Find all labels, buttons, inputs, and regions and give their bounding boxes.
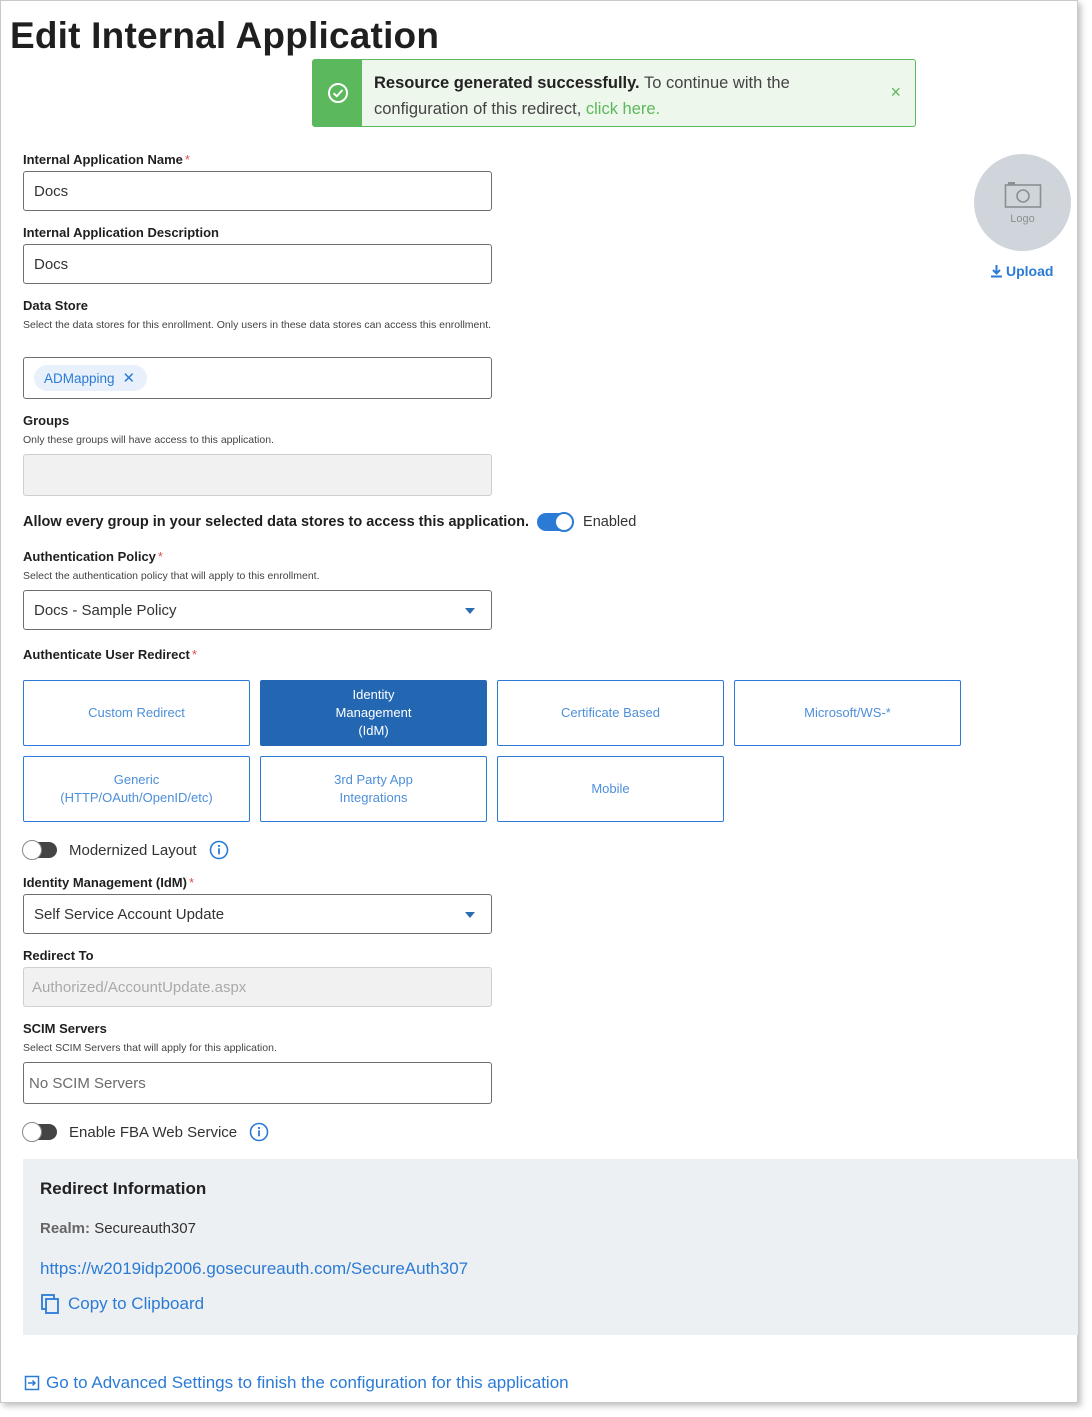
chevron-down-icon: [465, 608, 475, 614]
scim-help: Select SCIM Servers that will apply for this application.: [23, 1042, 277, 1054]
toast-click-here-link[interactable]: click here.: [585, 100, 661, 118]
groups-label: Groups: [23, 413, 70, 428]
copy-label: Copy to Clipboard: [68, 1294, 205, 1313]
upload-label: Upload: [1006, 263, 1054, 279]
toast-body: To continue with the configuration of this redirect,: [374, 74, 790, 118]
fba-row: [23, 1122, 269, 1142]
redirect-option-custom[interactable]: Custom Redirect: [23, 680, 250, 746]
scim-label: SCIM Servers: [23, 1021, 107, 1036]
info-icon[interactable]: [209, 840, 229, 860]
modernized-layout-label: Modernized Layout: [69, 841, 197, 859]
redirect-option-certificate[interactable]: Certificate Based: [497, 680, 724, 746]
data-store-select[interactable]: [23, 357, 492, 399]
app-name-label: Internal Application Name *: [23, 152, 190, 167]
external-arrow-icon: [24, 1375, 40, 1391]
copy-icon: [40, 1293, 62, 1315]
allow-all-label: Allow every group in your selected data stores to access this application.: [23, 514, 530, 530]
redirect-info-panel: [23, 1159, 1078, 1335]
allow-all-state: Enabled: [583, 514, 637, 530]
app-name-input[interactable]: Docs: [23, 171, 492, 211]
chevron-down-icon: [465, 912, 475, 918]
camera-icon: [1004, 181, 1042, 209]
data-store-chip: ADMapping ✕: [34, 365, 147, 391]
scim-input[interactable]: No SCIM Servers: [23, 1062, 492, 1104]
toast-message: [362, 60, 862, 126]
logo-label: Logo: [1010, 212, 1035, 225]
redirect-option-3rd-party[interactable]: 3rd Party App Integrations: [260, 756, 487, 822]
auth-policy-select[interactable]: Docs - Sample Policy: [23, 590, 492, 630]
fba-toggle[interactable]: [23, 1124, 57, 1140]
success-toast: [312, 59, 916, 127]
redirect-option-idm[interactable]: Identity Management (IdM): [260, 680, 487, 746]
modernized-layout-row: [23, 840, 229, 860]
allow-all-toggle[interactable]: [537, 513, 573, 531]
fba-label: Enable FBA Web Service: [69, 1123, 238, 1141]
redirect-label: Authenticate User Redirect *: [23, 647, 197, 662]
upload-button[interactable]: [990, 263, 1053, 279]
check-circle-icon: [327, 82, 349, 104]
info-icon[interactable]: [249, 1122, 269, 1142]
redirect-option-mobile[interactable]: Mobile: [497, 756, 724, 822]
close-icon[interactable]: ×: [890, 82, 901, 102]
advanced-settings-link[interactable]: [24, 1373, 569, 1393]
realm-text: Realm: Secureauth307: [40, 1220, 196, 1237]
redirect-option-generic[interactable]: Generic (HTTP/OAuth/OpenID/etc): [23, 756, 250, 822]
data-store-help: Select the data stores for this enrollment. Only users in these data stores can access this enrollment.: [23, 319, 492, 331]
page-title: Edit Internal Application: [10, 15, 440, 56]
logo-placeholder[interactable]: [974, 154, 1071, 251]
redirect-to-input: Authorized/AccountUpdate.aspx: [23, 967, 492, 1007]
allow-all-row: [23, 513, 636, 531]
groups-help: Only these groups will have access to this application.: [23, 434, 274, 446]
success-icon-box: [313, 60, 362, 126]
data-store-label: Data Store: [23, 298, 89, 313]
redirect-url-link[interactable]: https://w2019idp2006.gosecureauth.com/SecureAuth307: [40, 1259, 469, 1278]
groups-input[interactable]: [23, 454, 492, 496]
redirect-info-title: Redirect Information: [40, 1179, 207, 1198]
app-desc-label: Internal Application Description: [23, 225, 219, 240]
app-desc-input[interactable]: Docs: [23, 244, 492, 284]
advanced-settings-label: Go to Advanced Settings to finish the configuration for this application: [46, 1373, 569, 1392]
idm-label: Identity Management (IdM) *: [23, 875, 195, 890]
toast-bold: Resource generated successfully.: [374, 74, 640, 92]
copy-to-clipboard-button[interactable]: [40, 1293, 204, 1315]
modernized-layout-toggle[interactable]: [23, 842, 57, 858]
redirect-to-label: Redirect To: [23, 948, 94, 963]
remove-chip-icon[interactable]: ✕: [122, 370, 136, 387]
download-icon: [990, 264, 1003, 278]
idm-select[interactable]: Self Service Account Update: [23, 894, 492, 934]
auth-policy-label: Authentication Policy *: [23, 549, 163, 564]
redirect-option-microsoft[interactable]: Microsoft/WS-*: [734, 680, 961, 746]
auth-policy-help: Select the authentication policy that will apply to this enrollment.: [23, 570, 320, 582]
